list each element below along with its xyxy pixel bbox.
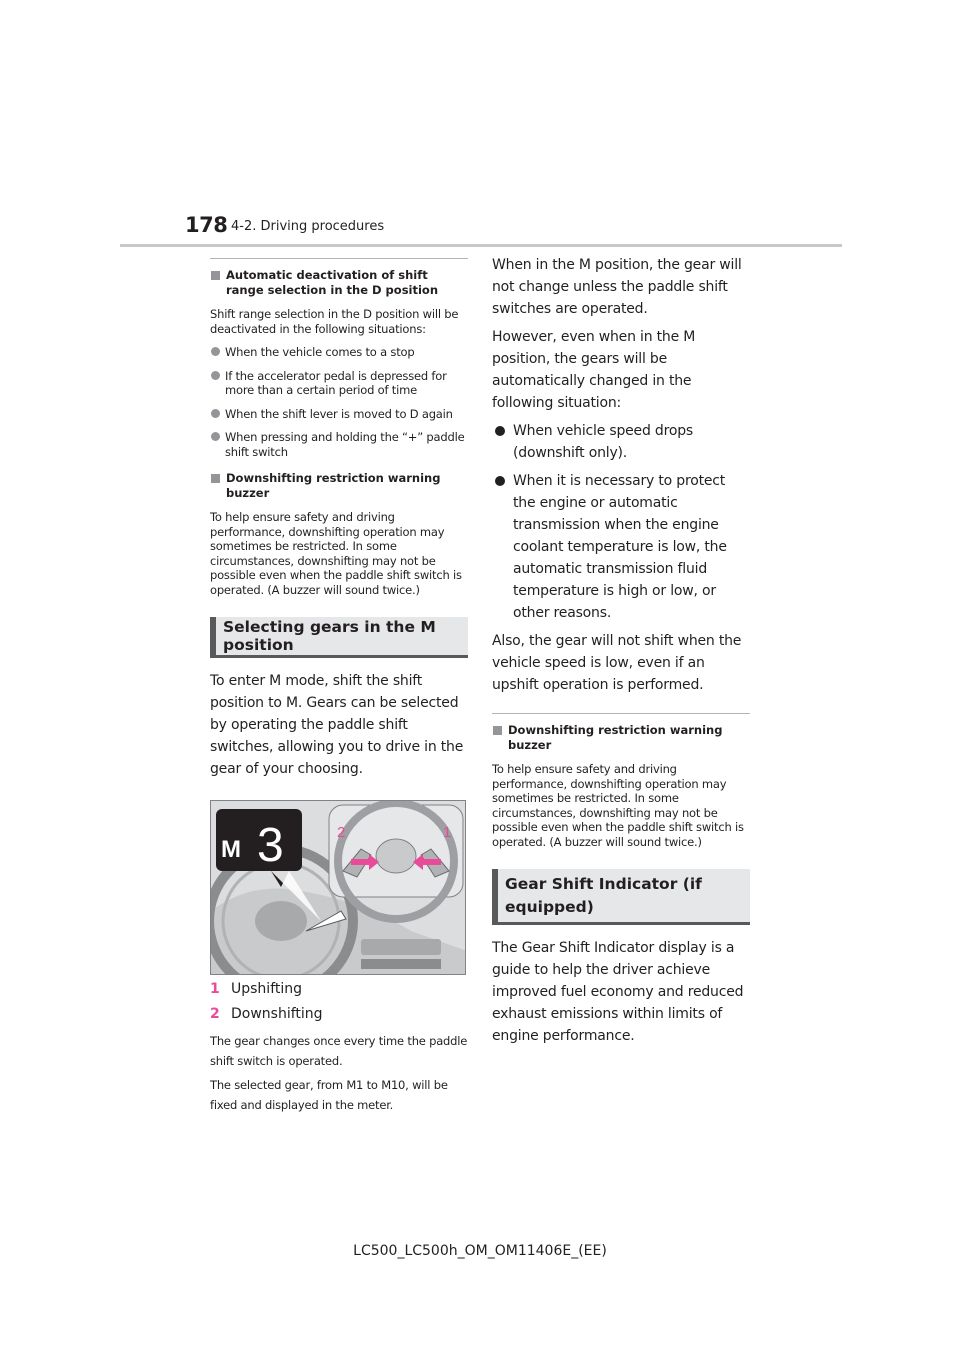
list-item: When pressing and holding the “+” paddle shift switch	[210, 430, 468, 459]
list-item: When the shift lever is moved to D again	[210, 407, 468, 422]
paddle-shift-figure	[210, 800, 466, 975]
gear-indicator-letter: M	[221, 836, 241, 863]
header-section-title: 4-2. Driving procedures	[231, 219, 385, 234]
list-item: When vehicle speed drops (downshift only).	[492, 420, 750, 464]
note-gear-change: The gear changes once every time the paddle shift switch is operated.	[210, 1034, 468, 1068]
steering-wheel-illustration	[211, 801, 466, 975]
page-number: 178	[185, 213, 228, 237]
right-column	[492, 254, 750, 1047]
m-position-paragraph-3: Also, the gear will not shift when the vehicle speed is low, even if an upshift operation is performed.	[492, 633, 742, 693]
circle-bullet-icon	[211, 371, 220, 380]
subsection-rule	[210, 258, 468, 259]
callout-label-2: 2	[337, 824, 346, 841]
note-selected-gear: The selected gear, from M1 to M10, will be fixed and displayed in the meter.	[210, 1078, 448, 1112]
square-bullet-icon	[211, 474, 220, 483]
gear-shift-indicator-text: The Gear Shift Indicator display is a guide to help the driver achieve improved fuel economy and reduced exhaust emissions within limits of engine performance.	[492, 940, 744, 1044]
section-heading-m-position: Selecting gears in the M position	[210, 617, 468, 658]
subsection-heading-downshift-buzzer: Downshifting restriction warning buzzer	[210, 471, 468, 501]
subsection-heading-auto-deactivation: Automatic deactivation of shift range selection in the D position	[210, 268, 468, 298]
footer-document-code: LC500_LC500h_OM_OM11406E_(EE)	[353, 1243, 607, 1259]
left-column	[210, 258, 468, 1115]
square-bullet-icon	[211, 271, 220, 280]
m-position-intro: To enter M mode, shift the shift position to M. Gears can be selected by operating the paddle shift switches, allowing you to drive in the gear of your choosing.	[210, 673, 464, 777]
auto-deactivation-intro: Shift range selection in the D position will be deactivated in the following situations:	[210, 307, 459, 336]
circle-bullet-icon	[211, 409, 220, 418]
list-item: If the accelerator pedal is depressed for more than a certain period of time	[210, 369, 468, 398]
header-rule	[120, 244, 842, 247]
m-position-paragraph-2: However, even when in the M position, the gears will be automatically changed in the following situation:	[492, 329, 696, 411]
circle-bullet-icon	[495, 476, 505, 486]
list-item: When it is necessary to protect the engine or automatic transmission when the engine coolant temperature is low, the automatic transmission fluid temperature is high or low, or other reasons.	[492, 470, 750, 624]
square-bullet-icon	[493, 726, 502, 735]
legend-item-downshifting: 2 Downshifting	[210, 1006, 323, 1022]
m-position-paragraph-1: When in the M position, the gear will not change unless the paddle shift switches are operated.	[492, 257, 742, 317]
circle-bullet-icon	[211, 432, 220, 441]
circle-bullet-icon	[495, 426, 505, 436]
downshift-buzzer-text: To help ensure safety and driving performance, downshifting operation may sometimes be restricted. In some circumstances, downshifting may not be possible even when the paddle shift switch is operated. (A buzzer will sound twice.)	[492, 762, 744, 849]
callout-label-1: 1	[443, 824, 452, 841]
gear-indicator-number: 3	[257, 819, 284, 872]
section-heading-gear-shift-indicator: Gear Shift Indicator (if equipped)	[492, 869, 750, 925]
subsection-heading-downshift-buzzer: Downshifting restriction warning buzzer	[492, 723, 750, 753]
legend-item-upshifting: 1 Upshifting	[210, 981, 303, 997]
downshift-buzzer-text: To help ensure safety and driving performance, downshifting operation may sometimes be restricted. In some circumstances, downshifting may not be possible even when the paddle shift switch is operated. (A buzzer will sound twice.)	[210, 510, 462, 597]
subsection-rule	[492, 713, 750, 714]
circle-bullet-icon	[211, 347, 220, 356]
list-item: When the vehicle comes to a stop	[210, 345, 468, 360]
